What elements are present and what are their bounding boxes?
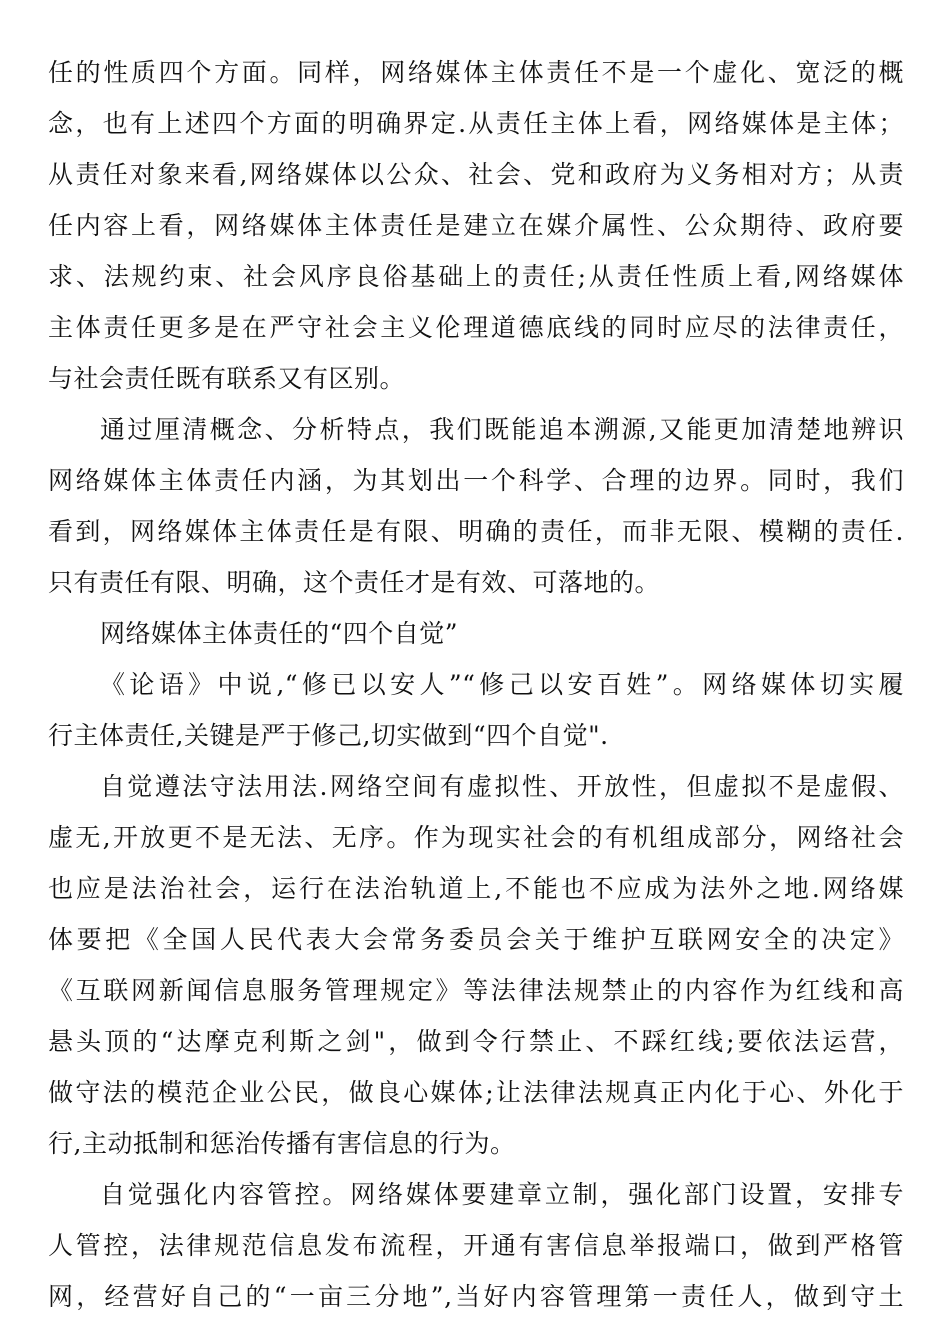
paragraph-5 <box>48 770 904 1161</box>
paragraph-6 <box>48 1178 904 1314</box>
text-line: 自觉遵法守法用法.网络空间有虚拟性、开放性，但虚拟不是虚假、 <box>100 772 904 801</box>
heading-line: 网络媒体主体责任的“四个自觉” <box>100 619 459 648</box>
paragraph-2 <box>48 413 904 600</box>
text-line: 看到，网络媒体主体责任是有限、明确的责任，而非无限、模糊的责任. <box>48 517 904 546</box>
text-line: 任的性质四个方面。同样，网络媒体主体责任不是一个虚化、宽泛的概 <box>48 58 904 87</box>
text-line: 自觉强化内容管控。网络媒体要建章立制，强化部门设置，安排专 <box>100 1180 904 1209</box>
section-heading <box>48 617 904 651</box>
text-line: 行,主动抵制和惩治传播有害信息的行为。 <box>48 1129 516 1158</box>
text-line: 也应是法治社会，运行在法治轨道上,不能也不应成为法外之地.网络媒 <box>48 874 904 903</box>
paragraph-4 <box>48 668 904 753</box>
text-line: 悬头顶的“达摩克利斯之剑"，做到令行禁止、不踩红线;要依法运营， <box>48 1027 904 1056</box>
text-line: 主体责任更多是在严守社会主义伦理道德底线的同时应尽的法律责任， <box>48 313 904 342</box>
text-line: 人管控，法律规范信息发布流程，开通有害信息举报端口，做到严格管 <box>48 1231 904 1260</box>
text-line: 虚无,开放更不是无法、无序。作为现实社会的有机组成部分，网络社会 <box>48 823 904 852</box>
text-line: 做守法的模范企业公民，做良心媒体;让法律法规真正内化于心、外化于 <box>48 1078 904 1107</box>
text-line: 《互联网新闻信息服务管理规定》等法律法规禁止的内容作为红线和高 <box>48 976 904 1005</box>
text-line: 念，也有上述四个方面的明确界定.从责任主体上看，网络媒体是主体； <box>48 109 904 138</box>
text-line: 任内容上看，网络媒体主体责任是建立在媒介属性、公众期待、政府要 <box>48 211 904 240</box>
paragraph-1 <box>48 56 904 396</box>
text-line: 求、法规约束、社会风序良俗基础上的责任;从责任性质上看,网络媒体 <box>48 262 904 291</box>
text-line: 《论语》中说,“修已以安人”“修己以安百姓”。网络媒体切实履 <box>100 670 904 699</box>
text-line: 行主体责任,关键是严于修己,切实做到“四个自觉". <box>48 721 609 750</box>
text-line: 通过厘清概念、分析特点，我们既能追本溯源,又能更加清楚地辨识 <box>100 415 904 444</box>
text-line: 只有责任有限、明确，这个责任才是有效、可落地的。 <box>48 568 661 597</box>
text-line: 网络媒体主体责任内涵，为其划出一个科学、合理的边界。同时，我们 <box>48 466 904 495</box>
text-line: 网，经营好自己的“一亩三分地”,当好内容管理第一责任人，做到守土 <box>48 1282 904 1311</box>
text-line: 体要把《全国人民代表大会常务委员会关于维护互联网安全的决定》 <box>48 925 904 954</box>
text-line: 从责任对象来看,网络媒体以公众、社会、党和政府为义务相对方；从责 <box>48 160 904 189</box>
text-line: 与社会责任既有联系又有区别。 <box>48 364 406 393</box>
document-page <box>48 56 904 1331</box>
